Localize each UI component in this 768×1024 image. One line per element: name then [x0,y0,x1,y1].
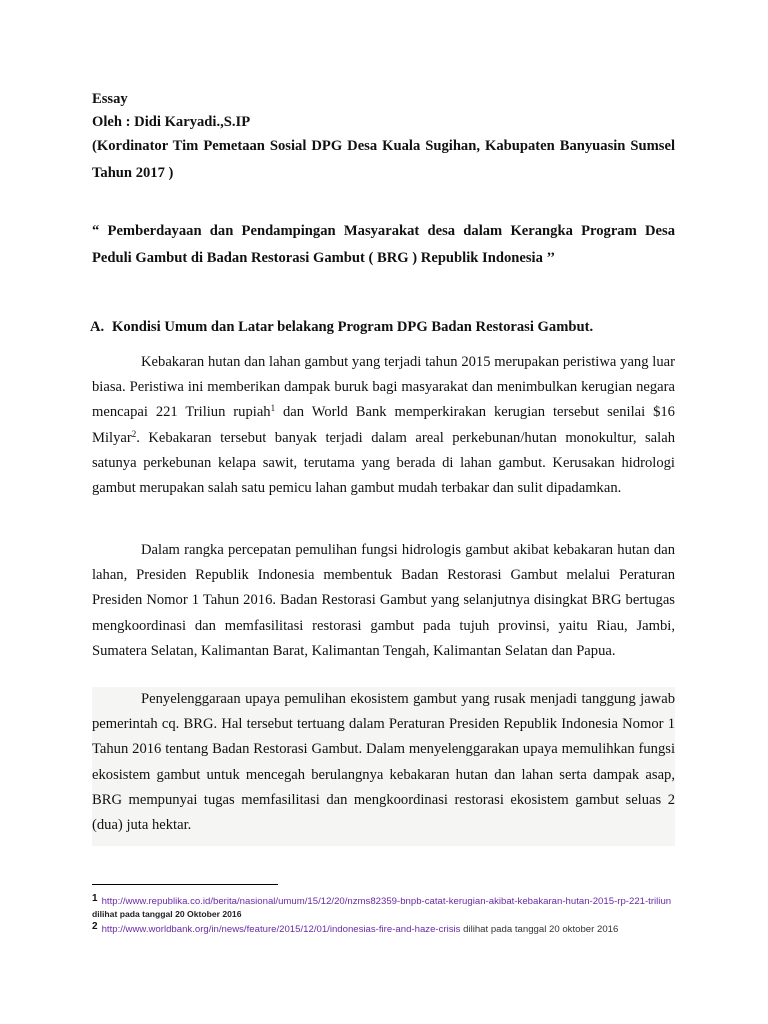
footnote-2 [92,920,692,936]
author-line: Oleh : Didi Karyadi.,S.IP [92,114,251,130]
footnote-separator [92,884,278,885]
section-letter: A. [90,319,105,335]
paragraph-2-text: Dalam rangka percepatan pemulihan fungsi hidrologis gambut akibat kebakaran hutan dan lahan, Presiden Republik Indonesia membentuk Badan Restorasi Gambut melalui Peraturan Presiden Nomor 1 Tahun 2016. Badan Restorasi Gambut yang selanjutnya disingkat BRG bertugas mengkoordinasi dan memfasilitasi restorasi gambut pada tujuh provinsi, yaitu Riau, Jambi, Sumatera Selatan, Kalimantan Barat, Kalimantan Tengah, Kalimantan Selatan dan Papua. [92,542,675,659]
essay-label: Essay [92,91,128,107]
paragraph-1-part-c: . Kebakaran tersebut banyak terjadi dalam areal perkebunan/hutan monokultur, salah satunya perkebunan kelapa sawit, terutama yang berada di lahan gambut. Kerusakan hidrologi gambut merupakan salah satu pemicu lahan gambut mudah terbakar dan sulit dipadamkan. [92,429,675,497]
paragraph-3-text: Penyelenggaraan upaya pemulihan ekosistem gambut yang rusak menjadi tanggung jawab pemerintah cq. BRG. Hal tersebut tertuang dalam Peraturan Presiden Republik Indonesia Nomor 1 Tahun 2016 tentang Badan Restorasi Gambut. Dalam menyelenggarakan upaya memulihkan fungsi ekosistem gambut untuk mencegah berulangnya kebakaran hutan dan lahan serta dampak asap, BRG mempunyai tugas memfasilitasi dan mengkoordinasi restorasi ekosistem gambut seluas 2 (dua) juta hektar. [92,691,675,834]
footnote-1-note: dilihat pada tanggal 20 Oktober 2016 [92,909,242,919]
section-heading-text: Kondisi Umum dan Latar belakang Program DPG Badan Restorasi Gambut. [112,319,594,335]
author-role: (Kordinator Tim Pemetaan Sosial DPG Desa Kuala Sugihan, Kabupaten Banyuasin Sumsel Tahun 2017 ) [92,138,675,181]
footnote-ref-2[interactable]: 2 [131,428,137,439]
footnote-1-link[interactable]: http://www.republika.co.id/berita/nasional/umum/15/12/20/nzms82359-bnpb-catat-kerugian-akibat-kebakaran-hutan-2015-rp-221-triliun [101,896,672,907]
paragraph-1-part-a: Kebakaran hutan dan lahan gambut yang terjadi tahun 2015 merupakan peristiwa yang luar biasa. Peristiwa ini memberikan dampak buruk bagi masyarakat dan menimbulkan kerugian negara mencapai 221 Triliun rupiah [92,354,675,421]
paragraph-2 [92,538,675,664]
essay-title: “ Pemberdayaan dan Pendampingan Masyarakat desa dalam Kerangka Program Desa Peduli Gambut di Badan Restorasi Gambut ( BRG ) Republik Indonesia ’’ [92,223,675,266]
footnote-ref-1[interactable]: 1 [270,403,276,414]
footnote-1-number: 1 [92,893,98,904]
footnote-2-number: 2 [92,921,98,932]
paragraph-1 [92,350,675,501]
paragraph-1-part-b: dan World Bank memperkirakan kerugian tersebut senilai $16 Milyar [92,404,675,446]
section-heading [90,316,680,338]
footnote-2-note: dilihat pada tanggal 20 oktober 2016 [460,924,619,935]
footnote-1 [92,892,692,921]
paragraph-3 [92,687,675,846]
footnote-2-link[interactable]: http://www.worldbank.org/in/news/feature/2015/12/01/indonesias-fire-and-haze-crisis [101,924,461,935]
